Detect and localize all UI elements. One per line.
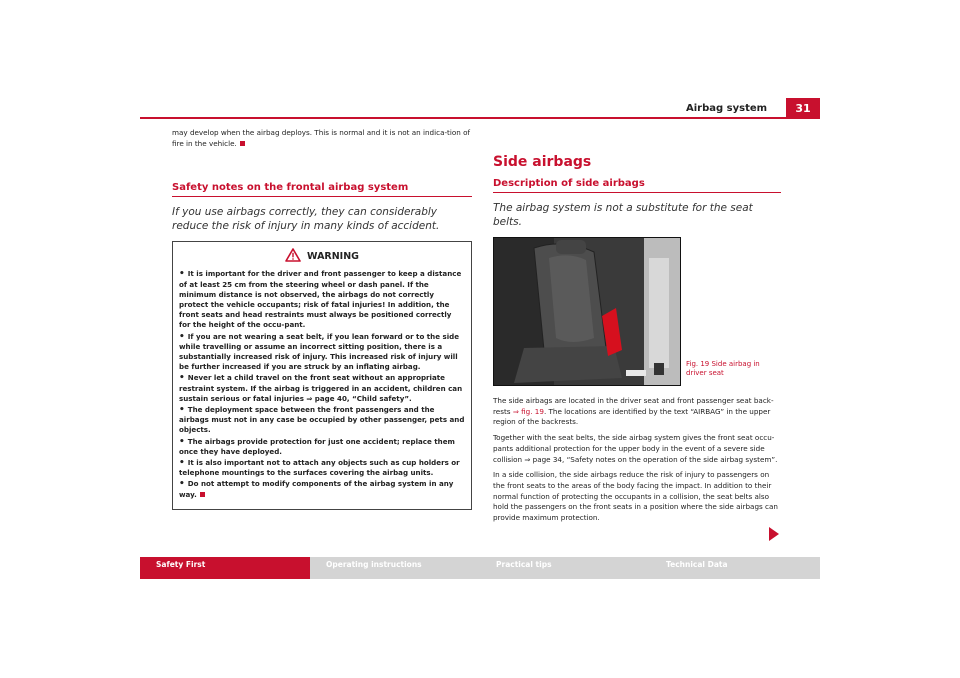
section-title-frontal: Safety notes on the frontal airbag system	[172, 182, 472, 197]
figure-reference-link[interactable]: ⇒ fig. 19	[512, 406, 544, 416]
warning-box	[172, 241, 472, 509]
header-rule	[140, 117, 820, 119]
warning-item: • Never let a child travel on the front seat without an appropriate restraint system. If the airbag is triggered in an accident, children can sustain serious or fatal injuries ⇒ page 40, “Child safety”.	[179, 373, 463, 403]
section-title-side: Description of side airbags	[493, 178, 781, 193]
tab-technical-data[interactable]: Technical Data	[650, 557, 820, 579]
warning-item: • The airbags provide protection for just one accident; replace them once they have deployed.	[179, 436, 455, 456]
footer-nav	[140, 557, 820, 579]
lead-text-frontal: If you use airbags correctly, they can considerably reduce the risk of injury in many kinds of accident.	[172, 206, 440, 233]
paragraph-location: The side airbags are located in the driver seat and front passenger seat back-rests ⇒ fig. 19. The locations are identified by the text “AIRBAG” in the upper region of the backrests.	[493, 396, 774, 427]
tab-safety-first[interactable]: Safety First	[140, 557, 310, 579]
figure-side-airbag	[493, 237, 681, 386]
page-title: Airbag system	[686, 103, 768, 114]
warning-item: • If you are not wearing a seat belt, if you lean forward or to the side while travelling or assume an incorrect sitting position, there is a substantially increased risk of injury. This increased risk of injury will be further increased if you are struck by an inflating airbag.	[179, 331, 460, 372]
warning-item: • It is important for the driver and front passenger to keep a distance of at least 25 cm from the steering wheel or dash panel. If the minimum distance is not observed, the airbags do not correctly protect the vehicle occupants; risk of fatal injuries! In addition, the front seats and head restraints must always be positioned correctly for the height of the occu-pant.	[179, 269, 462, 330]
page-number: 31	[786, 98, 820, 119]
warning-item: • Do not attempt to modify components of the airbag system in any way.	[179, 479, 454, 499]
tab-operating-instructions[interactable]: Operating instructions	[310, 557, 480, 579]
intro-paragraph: may develop when the airbag deploys. This is normal and it is not an indica-tion of fire in the vehicle.	[172, 128, 471, 148]
warning-triangle-icon	[285, 248, 301, 265]
end-marker	[240, 141, 245, 146]
warning-item: • The deployment space between the front passengers and the airbags must not in any case be occupied by other passenger, pets and objects.	[179, 405, 465, 435]
right-column	[493, 128, 781, 529]
tab-practical-tips[interactable]: Practical tips	[480, 557, 650, 579]
lead-text-side: The airbag system is not a substitute for the seat belts.	[493, 202, 753, 228]
paragraph-protection: Together with the seat belts, the side airbag system gives the front seat occu-pants additional protection for the upper body in the event of a severe side collision ⇒ page 34, “Safety notes on the operation of the side airbag system”.	[493, 433, 778, 464]
chapter-title: Side airbags	[493, 154, 592, 170]
end-marker	[200, 492, 205, 497]
left-column	[172, 128, 472, 510]
figure-caption: Fig. 19 Side airbag in driver seat	[686, 360, 760, 377]
paragraph-collision: In a side collision, the side airbags reduce the risk of injury to passengers on the front seats to the areas of the body facing the impact. In addition to their normal function of protecting the occupants in a collision, the seat belts also hold the passengers on the front seats in a position where the side airbags can provide maximum protection.	[493, 470, 778, 523]
seat-illustration	[494, 238, 680, 385]
warning-header: WARNING	[179, 248, 465, 265]
warning-item: • It is also important not to attach any objects such as cup holders or telephone mountings to the surfaces covering the airbag units.	[179, 458, 460, 478]
next-page-arrow-icon[interactable]	[769, 527, 779, 541]
